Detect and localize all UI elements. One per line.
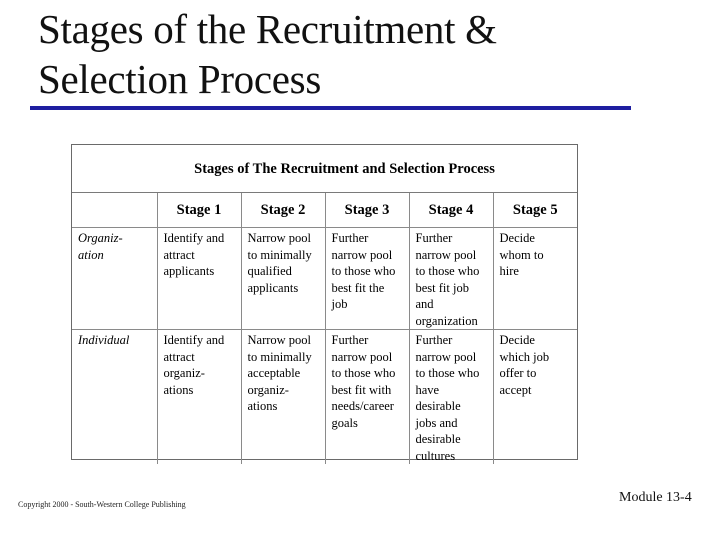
slide-title bbox=[38, 4, 497, 104]
footer-copyright: Copyright 2000 - South-Western College Publishing bbox=[18, 500, 186, 509]
table-row-organization bbox=[72, 228, 577, 330]
cell-individual-stage-4: Further narrow pool to those who have desirable jobs and desirable cultures bbox=[409, 330, 493, 465]
row-label-individual: Individual bbox=[72, 330, 157, 465]
footer-module-number: Module 13-4 bbox=[619, 490, 692, 505]
cell-organization-stage-2: Narrow pool to minimally qualified applicants bbox=[241, 228, 325, 330]
cell-organization-stage-1: Identify and attract applicants bbox=[157, 228, 241, 330]
header-stage-2: Stage 2 bbox=[241, 193, 325, 228]
slide-title-line-1: Stages of the Recruitment & bbox=[38, 6, 497, 52]
cell-individual-stage-2: Narrow pool to minimally acceptable organiz- ations bbox=[241, 330, 325, 465]
slide-title-line-2: Selection Process bbox=[38, 56, 321, 102]
table-row-individual bbox=[72, 330, 577, 465]
table-header-row bbox=[72, 193, 577, 228]
header-stage-4: Stage 4 bbox=[409, 193, 493, 228]
cell-individual-stage-3: Further narrow pool to those who best fit with needs/career goals bbox=[325, 330, 409, 465]
table-corner-cell bbox=[72, 193, 157, 228]
title-underline-rule bbox=[30, 106, 631, 110]
cell-organization-stage-3: Further narrow pool to those who best fit the job bbox=[325, 228, 409, 330]
header-stage-1: Stage 1 bbox=[157, 193, 241, 228]
row-label-organization: Organiz- ation bbox=[72, 228, 157, 330]
table-caption: Stages of The Recruitment and Selection Process bbox=[72, 145, 577, 193]
cell-individual-stage-5: Decide which job offer to accept bbox=[493, 330, 577, 465]
header-stage-3: Stage 3 bbox=[325, 193, 409, 228]
stages-table-figure bbox=[71, 144, 578, 463]
stages-table bbox=[72, 193, 577, 464]
cell-organization-stage-4: Further narrow pool to those who best fit job and organization bbox=[409, 228, 493, 330]
header-stage-5: Stage 5 bbox=[493, 193, 577, 228]
cell-organization-stage-5: Decide whom to hire bbox=[493, 228, 577, 330]
cell-individual-stage-1: Identify and attract organiz- ations bbox=[157, 330, 241, 465]
